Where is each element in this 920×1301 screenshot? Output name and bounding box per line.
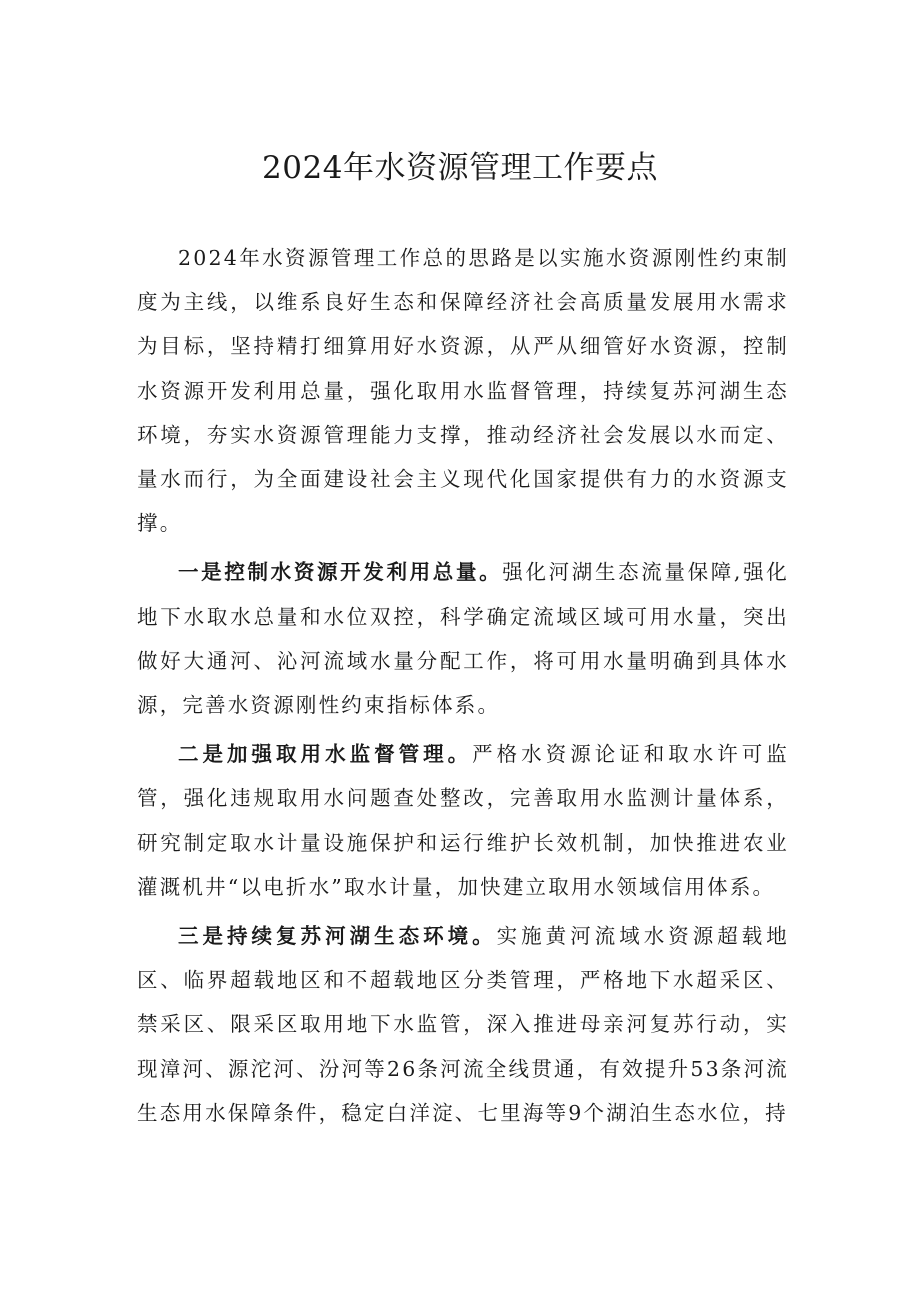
section-1-lead: 一是控制水资源开发利用总量。 [178,560,503,585]
document-body [137,236,789,1140]
intro-paragraph: 2024年水资源管理工作总的思路是以实施水资源刚性约束制度为主线，以维系良好生态和保障经济社会高质量发展用水需求为目标，坚持精打细算用好水资源，从严从细管好水资源，控制水资源开发利用总量，强化取用水监督管理，持续复苏河湖生态环境，夯实水资源管理能力支撑，推动经济社会发展以水而定、量水而行，为全面建设社会主义现代化国家提供有力的水资源支撑。 [137,246,789,536]
section-1-text: 强化河湖生态流量保障,强化地下水取水总量和水位双控，科学确定流域区域可用水量，突出做好大通河、沁河流域水量分配工作，将可用水量明确到具体水源，完善水资源刚性约束指标体系。 [137,560,789,718]
section-2-text: 严格水资源论证和取水许可监管，强化违规取用水问题查处整改，完善取用水监测计量体系，研究制定取水计量设施保护和运行维护长效机制，加快推进农业灌溉机井“以电折水”取水计量，加快建立取用水领域信用体系。 [137,742,789,899]
section-paragraph-1 [137,550,789,727]
section-paragraph-2 [137,732,789,909]
section-3-lead: 三是持续复苏河湖生态环境。 [178,924,497,949]
section-3-text: 实施黄河流域水资源超载地区、临界超载地区和不超载地区分类管理，严格地下水超采区、禁采区、限采区取用地下水监管，深入推进母亲河复苏行动，实现漳河、源沱河、汾河等26条河流全线贯通，有效提升53条河流生态用水保障条件，稳定白洋淀、七里海等9个湖泊生态水位，持 [137,924,789,1125]
document-title: 2024年水资源管理工作要点 [262,150,658,186]
section-paragraph-3 [137,914,789,1135]
section-2-lead: 二是加强取用水监督管理。 [178,742,473,767]
